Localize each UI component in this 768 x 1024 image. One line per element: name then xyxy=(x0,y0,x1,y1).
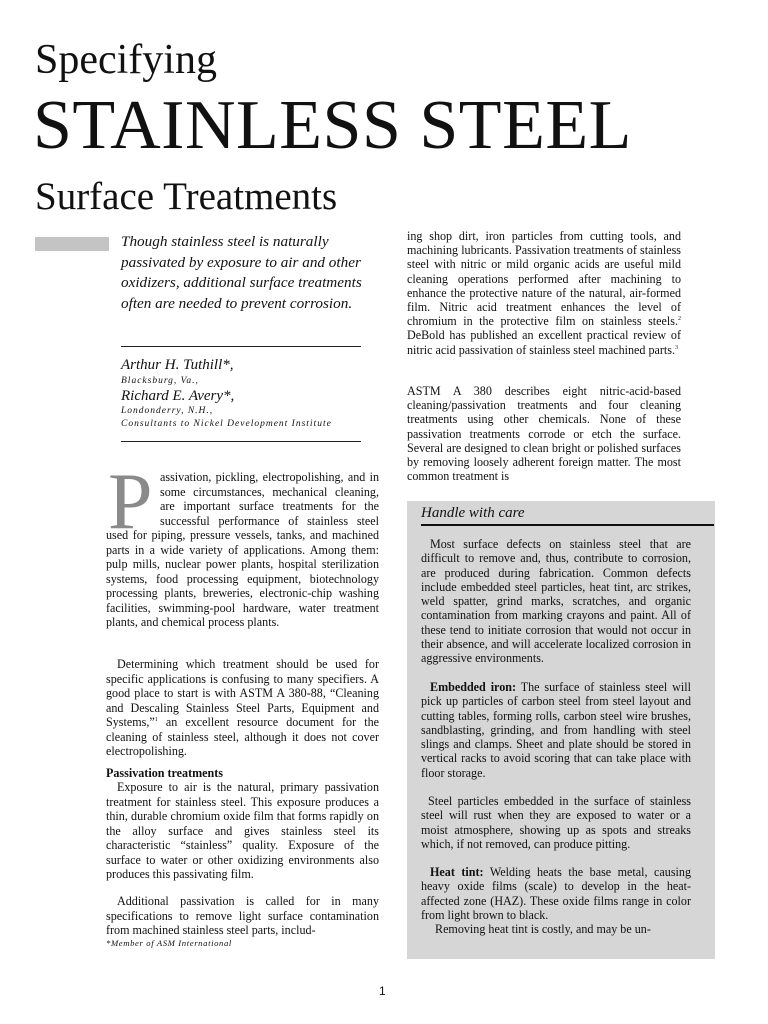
author-location: Londonderry, N.H., xyxy=(121,406,214,416)
sidebar-title: Handle with care xyxy=(421,505,525,521)
sidebar-paragraph: Most surface defects on stainless steel that are difficult to remove and, thus, contribute to corrosion, are produced during fabrication. Common defects include embedded steel particles, heat tint, arc strikes, weld spatter, grind marks, scratches, and organic contamination from marking crayons and paint. All of these tend to initiate corrosion that would not occur in their absence, and will accelerate localized corrosion in aggressive environments. xyxy=(421,537,691,666)
body-paragraph xyxy=(106,657,379,759)
sidebar-paragraph: Removing heat tint is costly, and may be un- xyxy=(435,922,651,936)
sidebar-run-in-heading: Embedded iron: xyxy=(430,680,516,694)
deck-divider xyxy=(121,346,361,347)
body-text: ing shop dirt, iron particles from cutting tools, and machining lubricants. Passivation treatments of stainless steel with nitric or mild organic acids are useful mild cleaning operations performed after machining to enhance the protective nature of the natural, air-formed film. Nitric acid treatment enhances the level of chromium in the protective film on stainless steels. xyxy=(407,229,681,329)
footnote: *Member of ASM International xyxy=(106,938,232,948)
author-affiliation: Consultants to Nickel Development Institute xyxy=(121,419,332,429)
author-name: Richard E. Avery*, xyxy=(121,388,235,404)
body-paragraph: Additional passivation is called for in many specifications to remove light surface contamination from machined stainless steel parts, includ- xyxy=(106,894,379,937)
body-text: DeBold has published an excellent practical review of nitric acid passivation of stainless steel machined parts. xyxy=(407,328,681,357)
page-title: STAINLESS STEEL xyxy=(33,87,632,164)
reference-marker: 2 xyxy=(678,316,681,323)
body-paragraph-text: assivation, pickling, electropolishing, and in some circumstances, mechanical cleaning, are important surface treatments for the successful performance of stainless steel used for piping, pressure vessels, tanks, and machined parts in a wide variety of applications. Among them: pulp mills, nuclear power plants, hospital sterilization systems, food processing equipment, biotechnology processing plants, breweries, electronic-chip washing facilities, swimming-pool hardware, water treatment plants, and chemical process plants. xyxy=(106,470,379,629)
body-paragraph xyxy=(106,470,379,630)
page-subtitle: Surface Treatments xyxy=(35,175,338,218)
sidebar-run-in-heading: Heat tint: xyxy=(430,865,484,879)
sidebar-title-rule xyxy=(421,524,714,526)
sidebar-text: Welding heats the base metal, causing heavy oxide films (scale) to develop in the heat-affected zone (HAZ). These oxide films range in color from light brown to black. xyxy=(421,865,691,922)
body-paragraph: ASTM A 380 describes eight nitric-acid-based cleaning/passivation treatments and four cleaning treatments using other chemicals. None of these passivation treatments corrode or etch the surface. Several are designed to clean bright or polished surfaces by removing loosely adherent foreign matter. The most common treatment is xyxy=(407,384,681,484)
deck-text: Though stainless steel is naturally passivated by exposure to air and other oxidizers, additional surface treatments often are needed to prevent corrosion. xyxy=(121,233,362,312)
deck-accent-bar xyxy=(35,237,109,251)
drop-cap: P xyxy=(108,458,153,546)
reference-marker: 1 xyxy=(154,716,158,723)
author-location: Blacksburg, Va., xyxy=(121,376,199,386)
kicker: Specifying xyxy=(35,37,217,83)
body-text: Determining which treatment should be used for specific applications is confusing to many specifiers. A good place to start is with ASTM A 380-88, “Cleaning and Descaling Stainless Steel Parts, Equipment and Systems,” xyxy=(106,657,379,729)
body-paragraph xyxy=(407,229,681,357)
body-paragraph: Exposure to air is the natural, primary passivation treatment for stainless steel. This exposure produces a thin, durable chromium oxide film that forms rapidly on the alloy surface and gives stainless steel its characteristic “stainless” quality. Exposure of the surface to water or other oxidizing environments also produces this passivating film. xyxy=(106,780,379,881)
author-name: Arthur H. Tuthill*, xyxy=(121,357,234,373)
section-heading: Passivation treatments xyxy=(106,766,224,780)
sidebar-paragraph: Steel particles embedded in the surface of stainless steel will rust when they are exposed to water or a moist atmosphere, showing up as spots and streaks which, if not removed, can produce pitting. xyxy=(421,794,691,851)
sidebar-paragraph xyxy=(421,865,691,922)
sidebar-paragraph xyxy=(421,680,691,780)
byline-divider xyxy=(121,441,361,442)
reference-marker: 3 xyxy=(675,344,679,351)
body-text: an excellent resource document for the cleaning of stainless steel, although it does not cover electropolishing. xyxy=(106,715,379,758)
page-number: 1 xyxy=(379,984,386,998)
sidebar-text: The surface of stainless steel will pick up particles of carbon steel from steel layout and cutting tables, forming rolls, carbon steel wire brushes, sandblasting, grinding, and from handling with steel slings and clamps. Sheet and plate should be stored in vertical racks to avoid scoring that can take place with floor storage. xyxy=(421,680,691,780)
